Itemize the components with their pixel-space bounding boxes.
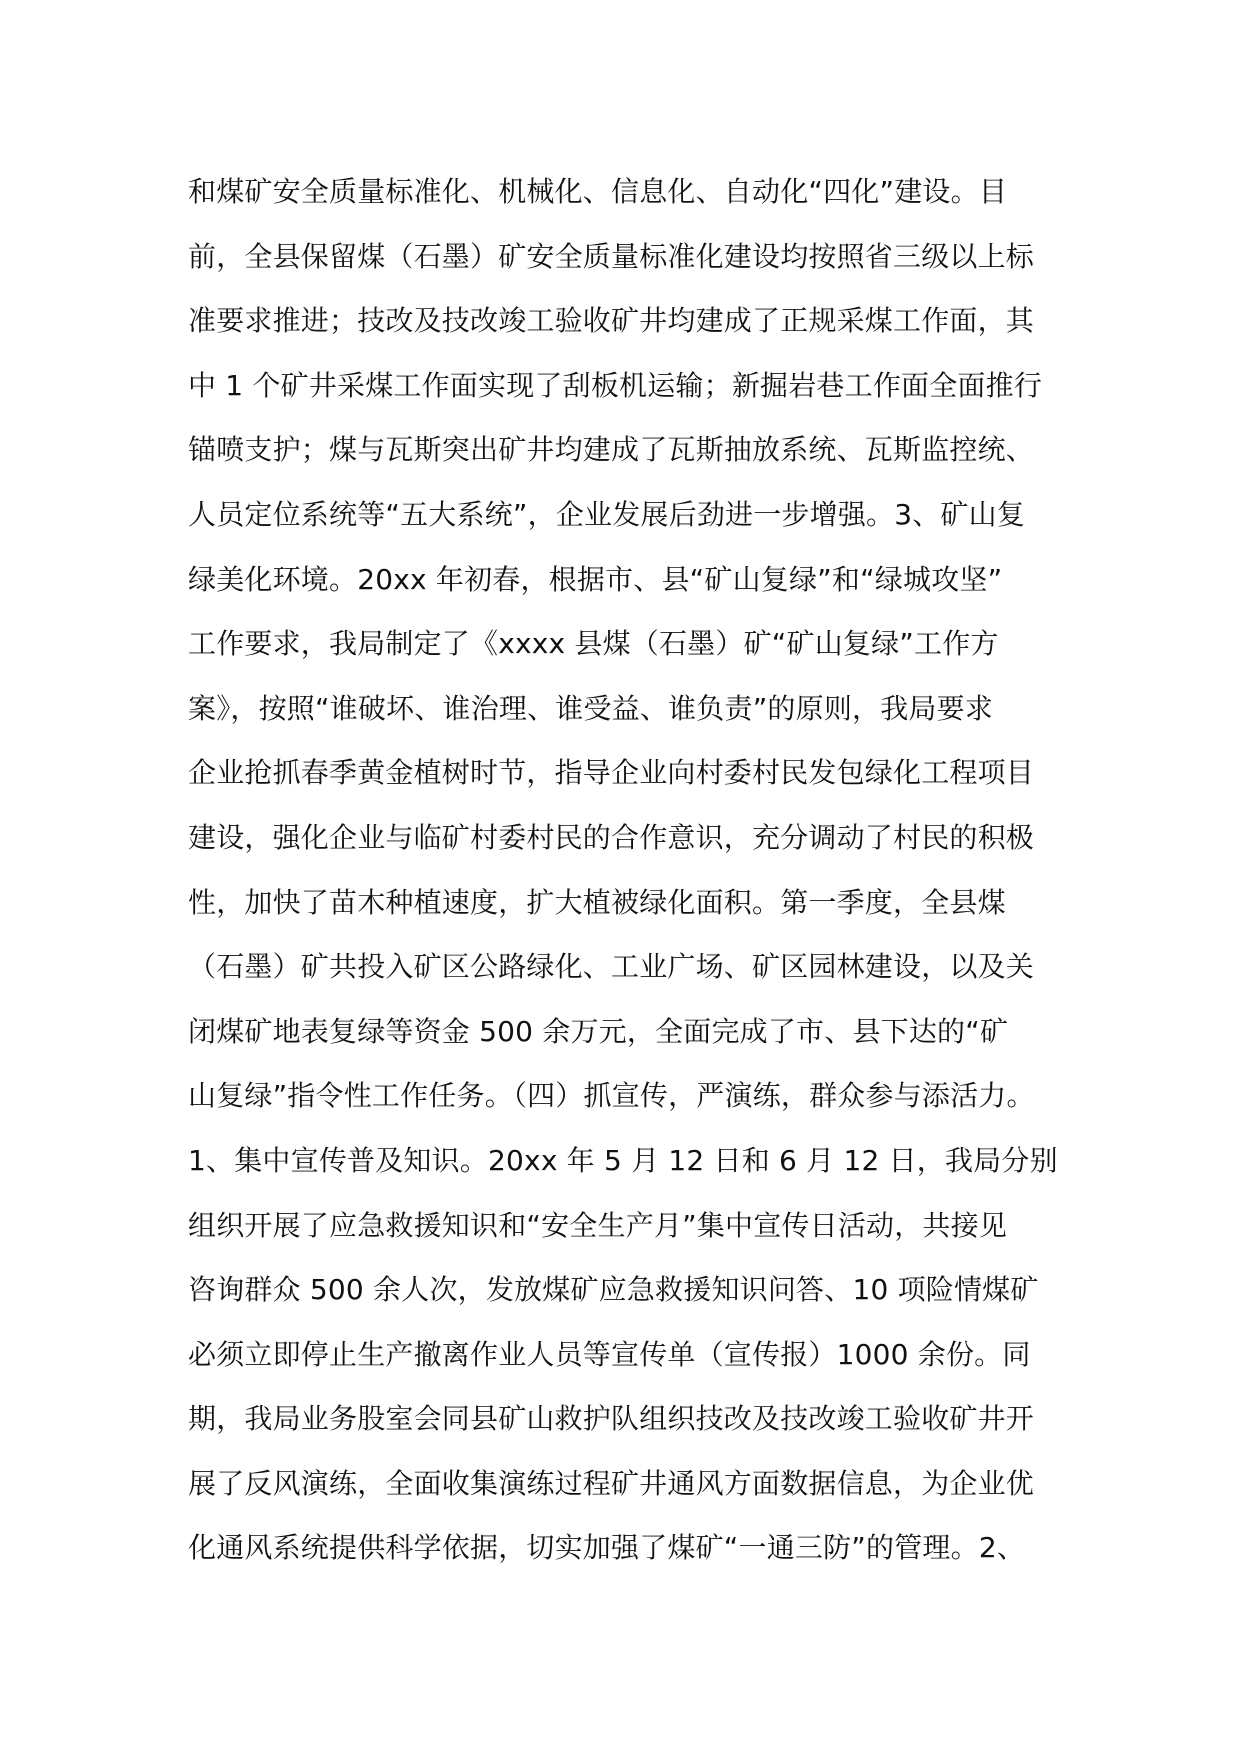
text-line: 人员定位系统等“五大系统”，企业发展后劲进一步增强。3、矿山复 bbox=[188, 497, 1026, 531]
body-text bbox=[188, 160, 1068, 1581]
text-line: （石墨）矿共投入矿区公路绿化、工业广场、矿区园林建设，以及关 bbox=[188, 950, 1035, 984]
text-line: 企业抢抓春季黄金植树时节，指导企业向村委村民发包绿化工程项目 bbox=[188, 756, 1035, 790]
text-line: 前，全县保留煤（石墨）矿安全质量标准化建设均按照省三级以上标 bbox=[188, 239, 1035, 273]
text-line: 组织开展了应急救援知识和“安全生产月”集中宣传日活动，共接见 bbox=[188, 1208, 1008, 1242]
text-line: 建设，强化企业与临矿村委村民的合作意识，充分调动了村民的积极 bbox=[188, 820, 1035, 854]
text-line: 闭煤矿地表复绿等资金 500 余万元，全面完成了市、县下达的“矿 bbox=[188, 1014, 1009, 1048]
text-line: 化通风系统提供科学依据，切实加强了煤矿“一通三防”的管理。2、 bbox=[188, 1531, 1026, 1565]
text-line: 准要求推进；技改及技改竣工验收矿井均建成了正规采煤工作面，其 bbox=[188, 304, 1035, 338]
text-line: 工作要求，我局制定了《xxxx 县煤（石墨）矿“矿山复绿”工作方 bbox=[188, 627, 999, 661]
text-line: 1、集中宣传普及知识。20xx 年 5 月 12 日和 6 月 12 日，我局分别 bbox=[188, 1143, 1058, 1177]
text-line: 咨询群众 500 余人次，发放煤矿应急救援知识问答、10 项险情煤矿 bbox=[188, 1273, 1039, 1307]
text-line: 必须立即停止生产撤离作业人员等宣传单（宣传报）1000 余份。同 bbox=[188, 1337, 1031, 1371]
text-line: 期，我局业务股室会同县矿山救护队组织技改及技改竣工验收矿井开 bbox=[188, 1402, 1035, 1436]
text-line: 锚喷支护；煤与瓦斯突出矿井均建成了瓦斯抽放系统、瓦斯监控统、 bbox=[188, 433, 1035, 467]
text-line: 性，加快了苗木种植速度，扩大植被绿化面积。第一季度，全县煤 bbox=[188, 885, 1006, 919]
text-line: 和煤矿安全质量标准化、机械化、信息化、自动化“四化”建设。目 bbox=[188, 175, 1008, 208]
text-line: 山复绿”指令性工作任务。（四）抓宣传，严演练，群众参与添活力。 bbox=[188, 1079, 1035, 1113]
text-line: 中 1 个矿井采煤工作面实现了刮板机运输；新掘岩巷工作面全面推行 bbox=[188, 368, 1043, 402]
text-line: 案》，按照“谁破坏、谁治理、谁受益、谁负责”的原则，我局要求 bbox=[188, 691, 994, 725]
text-line: 绿美化环境。20xx 年初春，根据市、县“矿山复绿”和“绿城攻坚” bbox=[188, 562, 1003, 596]
text-line: 展了反风演练，全面收集演练过程矿井通风方面数据信息，为企业优 bbox=[188, 1466, 1035, 1500]
